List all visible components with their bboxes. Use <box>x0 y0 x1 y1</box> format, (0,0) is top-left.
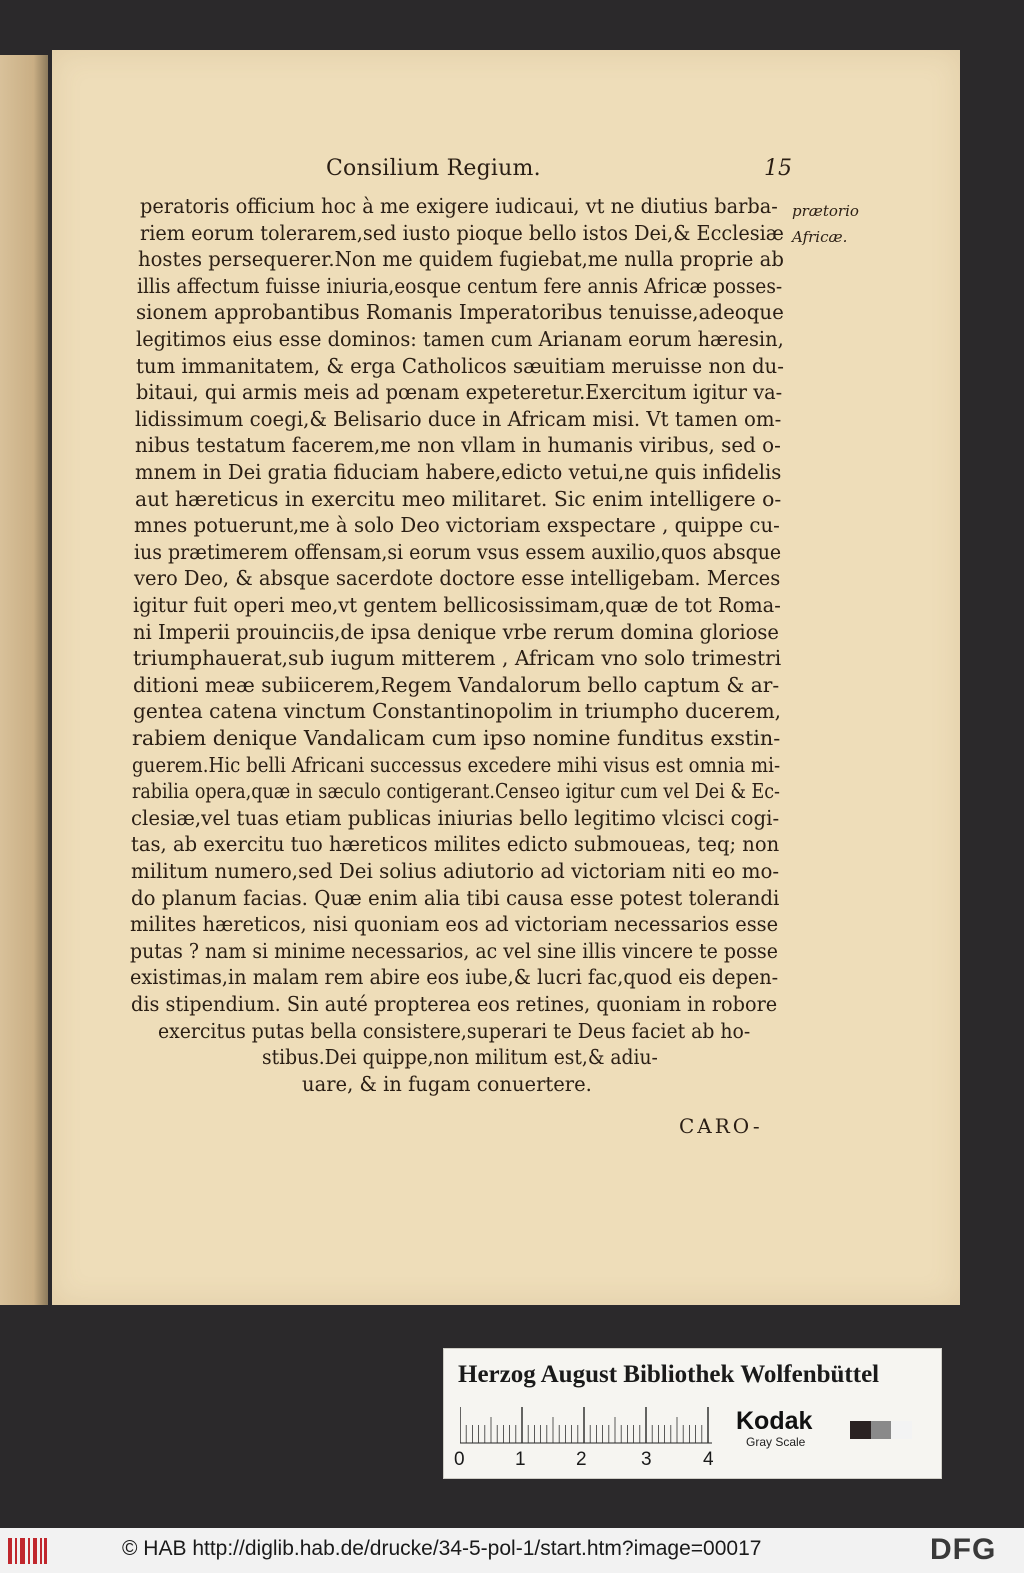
body-line: rabilia opera,quæ in sæculo contigerant.Censeo igitur cum vel Dei & Ec- <box>132 779 780 804</box>
swatch-mid <box>871 1421 892 1439</box>
ruler-number: 0 <box>454 1449 465 1470</box>
swatch-light <box>891 1421 912 1439</box>
body-line: mnem in Dei gratia fiduciam habere,edicto vetui,ne quis infidelis <box>135 460 782 484</box>
library-name: Herzog August Bibliothek Wolfenbüttel <box>458 1361 880 1388</box>
hab-barcode-icon <box>8 1536 48 1566</box>
gray-scale-label: Gray Scale <box>746 1435 806 1449</box>
body-line: lidissimum coegi,& Belisario duce in Africam misi. Vt tamen om- <box>135 406 782 431</box>
body-line: guerem.Hic belli Africani successus excedere mihi visus est omnia mi- <box>132 752 781 777</box>
swatch-dark <box>850 1421 871 1439</box>
gray-scale-swatches <box>850 1421 912 1439</box>
footer-credit-link[interactable]: © HAB http://diglib.hab.de/drucke/34-5-pol-1/start.htm?image=00017 <box>122 1537 762 1560</box>
body-line: stibus.Dei quippe,non militum est,& adiu- <box>262 1045 658 1070</box>
body-line: dis stipendium. Sin auté propterea eos retines, quoniam in robore <box>131 992 778 1016</box>
body-line: igitur fuit operi meo,vt gentem bellicosissimam,quæ de tot Roma- <box>133 593 781 617</box>
page-number: 15 <box>764 156 792 181</box>
kodak-logo: Kodak <box>736 1407 813 1435</box>
body-line: ius prætimerem offensam,si eorum vsus essem auxilio,quos absque <box>134 539 782 564</box>
marginal-note-line-1: prætorio <box>792 202 859 220</box>
body-line: existimas,in malam rem abire eos iube,& lucri fac,quod eis depen- <box>130 965 779 990</box>
body-line: sionem approbantibus Romanis Imperatoribus tenuisse,adeoque <box>136 300 784 325</box>
ruler-number: 2 <box>576 1449 587 1470</box>
body-line: hostes persequerer.Non me quidem fugiebat,me nulla proprie ab <box>138 247 784 272</box>
body-line: rabiem denique Vandalicam cum ipso nomine funditus exstin- <box>132 726 781 750</box>
body-line: tas, ab exercitu tuo hæreticos milites edicto submoueas, teq; non <box>131 832 780 857</box>
body-line: bitaui, qui armis meis ad pœnam expeteretur.Exercitum igitur va- <box>136 380 783 405</box>
body-line: legitimos eius esse dominos: tamen cum Arianam eorum hæresin, <box>136 327 784 351</box>
ruler-number: 3 <box>641 1449 652 1470</box>
body-line: gentea catena vinctum Constantinopolim in triumpho ducerem, <box>133 699 782 724</box>
body-line: nibus testatum facerem,me non vllam in humanis viribus, sed o- <box>135 433 781 458</box>
body-line: mnes potuerunt,me à solo Deo victoriam exspectare , quippe cu- <box>134 513 780 538</box>
body-line: tum immanitatem, & erga Catholicos sæuitiam meruisse non du- <box>136 353 784 378</box>
footer-bar <box>0 1528 1024 1573</box>
body-line: putas ? nam si minime necessarios, ac vel sine illis vincere te posse <box>130 938 778 963</box>
body-line: uare, & in fugam conuertere. <box>302 1071 592 1096</box>
body-line: milites hæreticos, nisi quoniam eos ad victoriam necessarios esse <box>130 912 779 937</box>
body-line: aut hæreticus in exercitu meo militaret. Sic enim intelligere o- <box>135 486 782 511</box>
body-line: ditioni meæ subiicerem,Regem Vandalorum bello captum & ar- <box>133 672 780 697</box>
running-header: Consilium Regium. <box>326 156 541 181</box>
body-line: do planum facias. Quæ enim alia tibi causa esse potest tolerandi <box>131 885 780 910</box>
body-line: vero Deo, & absque sacerdote doctore esse intelligebam. Merces <box>134 566 781 591</box>
body-line: exercitus putas bella consistere,superari te Deus faciet ab ho- <box>158 1018 751 1043</box>
catchword: CARO- <box>679 1114 763 1138</box>
body-line: ni Imperii prouinciis,de ipsa denique vrbe rerum domina gloriose <box>133 619 779 644</box>
ruler-number: 4 <box>703 1449 714 1470</box>
measurement-ruler <box>460 1407 720 1445</box>
library-label-card <box>443 1348 942 1479</box>
body-line: riem eorum tolerarem,sed iusto pioque bello istos Dei,& Ecclesiæ <box>140 220 784 245</box>
body-line: militum numero,sed Dei solius adiutorio ad victoriam niti eo mo- <box>131 859 780 883</box>
body-line: clesiæ,vel tuas etiam publicas iniurias bello legitimo vlcisci cogi- <box>131 805 780 830</box>
body-line: illis affectum fuisse iniuria,eosque centum fere annis Africæ posses- <box>137 273 783 298</box>
ruler-number: 1 <box>515 1449 526 1470</box>
marginal-note-line-2: Africæ. <box>792 228 848 246</box>
body-line: triumphauerat,sub iugum mitterem , Africam vno solo trimestri <box>133 646 782 671</box>
facing-page-edge <box>0 55 48 1305</box>
body-line: peratoris officium hoc à me exigere iudicaui, vt ne diutius barba- <box>140 194 778 218</box>
dfg-logo: DFG <box>930 1533 997 1566</box>
